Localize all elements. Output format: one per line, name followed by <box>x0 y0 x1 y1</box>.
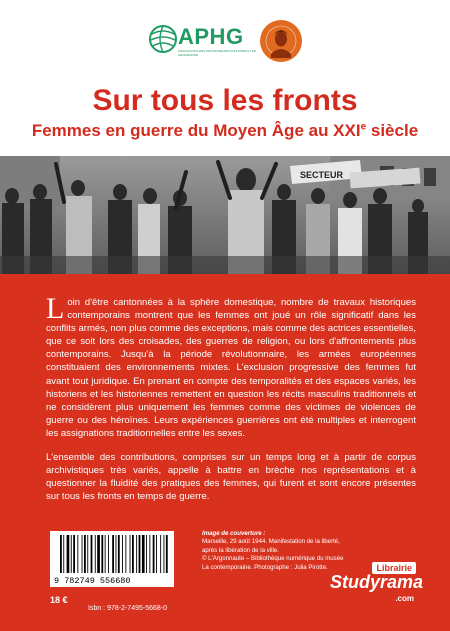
publisher-name: Studyrama <box>330 572 424 592</box>
barcode-bar <box>97 535 100 573</box>
barcode-bar <box>142 535 145 573</box>
barcode <box>50 531 174 587</box>
aphg-wordmark: APHG <box>178 24 244 49</box>
book-title: Sur tous les fronts <box>92 84 358 117</box>
credits-title: Image de couverture : <box>202 530 266 537</box>
cover-photo <box>0 156 450 274</box>
dropcap: L <box>46 292 65 325</box>
aphg-subtitle: ASSOCIATION DES PROFESSEURS D'HISTOIRE ET DE GÉOGRAPHIE <box>178 49 257 57</box>
back-cover-text <box>46 292 416 514</box>
book-subtitle <box>0 121 450 141</box>
demonstration-photo <box>0 156 450 274</box>
barcode-bar <box>71 535 72 573</box>
barcode-bar <box>164 535 165 573</box>
subtitle-end: siècle <box>366 121 419 140</box>
subtitle-text: Femmes en guerre du Moyen Âge au XXI <box>31 121 361 140</box>
barcode-bar <box>132 535 134 573</box>
barcode-bar <box>91 535 93 573</box>
banner-text: SECTEUR <box>300 170 344 180</box>
barcode-bars <box>50 531 174 587</box>
barcode-bar <box>63 535 64 573</box>
price: 18 € <box>50 595 68 605</box>
barcode-bar <box>82 535 83 573</box>
barcode-bar <box>136 535 137 573</box>
barcode-bar <box>112 535 114 573</box>
barcode-bar <box>84 535 86 573</box>
barcode-bar <box>146 535 147 573</box>
historiens-seal-logo <box>260 20 302 62</box>
header-area <box>0 0 450 156</box>
isbn: Isbn : 978-2-7495-5668-0 <box>88 605 167 612</box>
credits-line: La contemporaine. Photographe : Julia Pirotte. <box>202 563 328 571</box>
barcode-bar <box>122 535 123 573</box>
barcode-bar <box>101 535 103 573</box>
barcode-bar <box>149 535 150 573</box>
credits-line: © L'Argonnaute – Bibliothèque numérique du musée <box>202 555 344 563</box>
barcode-bar <box>160 535 161 573</box>
barcode-bar <box>116 535 117 573</box>
portrait-icon <box>260 20 302 62</box>
subtitle-superscript: e <box>360 121 367 133</box>
barcode-bar <box>67 535 70 573</box>
paragraph-2: L'ensemble des contributions, comprises sur un temps long et à partir de corpus archivistiques très variés, appelle à battre en brèche nos représentations et à questionner la fluidité des pratiques des femmes, qui furent et sont encore présentes sur tous les fronts en temps de guerre. <box>46 452 416 503</box>
paragraph-1 <box>46 292 416 440</box>
barcode-bar <box>73 535 75 573</box>
logos <box>148 20 308 72</box>
barcode-bar <box>156 535 157 573</box>
librairie-badge: Librairie <box>372 562 416 574</box>
barcode-bar <box>87 535 88 573</box>
credits-line: Marseille, 29 août 1944. Manifestation de la liberté, <box>202 538 340 546</box>
publisher-domain: .com <box>395 594 414 603</box>
publisher-logo <box>330 562 424 612</box>
barcode-bar <box>108 535 109 573</box>
barcode-bar <box>153 535 155 573</box>
credits-line: après la libération de la ville. <box>202 546 279 554</box>
barcode-bar <box>60 535 62 573</box>
barcode-digits: 9 782749 556680 <box>54 576 131 586</box>
barcode-bar <box>77 535 78 573</box>
barcode-bar <box>166 535 168 573</box>
barcode-bar <box>125 535 126 573</box>
barcode-bar <box>118 535 120 573</box>
globe-icon <box>148 22 178 56</box>
barcode-bar <box>95 535 96 573</box>
barcode-bar <box>139 535 141 573</box>
aphg-logo <box>148 20 256 64</box>
barcode-bar <box>105 535 106 573</box>
barcode-bar <box>130 535 131 573</box>
paragraph-1-text: oin d'être cantonnées à la sphère domestique, nombre de travaux historiques contemporains montrent que les femmes ont joué un rôle significatif dans les conflits armés, non plus comme des exceptions, mais comme des actrices essentielles, que ce soit lors des croisades, des guerres de religion, ou lors d'affrontements plus contemporains. Jusqu'à la période révolutionnaire, les armées européennes constituaient des environnements mixtes. L'exclusion progressive des femmes fut avant tout juridique. En prenant en compte des temporalités et des espaces variés, les historiens et les historiennes remettent en question les récits masculins traditionnels et ne considèrent plus uniquement les femmes comme des victimes de violences de guerre ou des héroïnes. Leurs expériences guerrières ont été multiples et interrogent les assignations traditionnelles entre les sexes. <box>46 297 416 439</box>
